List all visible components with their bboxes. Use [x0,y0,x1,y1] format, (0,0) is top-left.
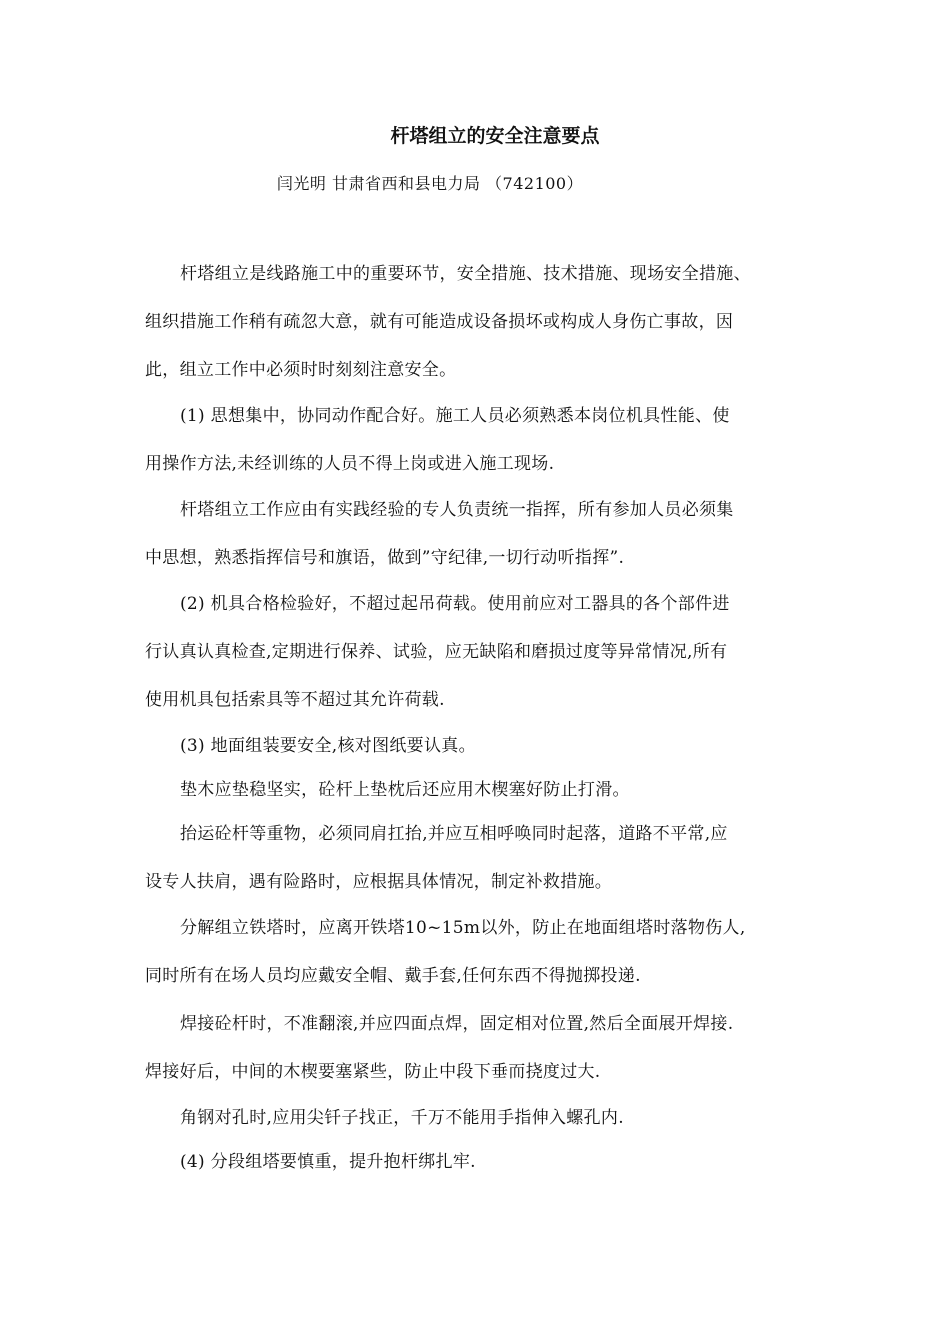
text-line: (3) 地面组装要安全,核对图纸要认真。 [180,736,476,756]
text-line: 同时所有在场人员均应戴安全帽、戴手套,任何东西不得抛掷投递. [145,966,641,986]
text-line: 中思想，熟悉指挥信号和旗语，做到”守纪律,一切行动听指挥”. [145,548,625,568]
text-line: (2) 机具合格检验好，不超过起吊荷载。使用前应对工器具的各个部件进 [180,594,730,614]
author-line: 闫光明 甘肃省西和县电力局 （742100） [276,174,584,193]
text-line: 行认真认真检查,定期进行保养、试验，应无缺陷和磨损过度等异常情况,所有 [145,642,728,662]
text-line: 焊接砼杆时，不准翻滚,并应四面点焊，固定相对位置,然后全面展开焊接. [180,1014,734,1034]
text-line: 抬运砼杆等重物，必须同肩扛抬,并应互相呼唤同时起落，道路不平常,应 [180,824,728,844]
text-line: 设专人扶肩，遇有险路时，应根据具体情况，制定补救措施。 [145,872,613,892]
text-line: 使用机具包括索具等不超过其允许荷载. [145,690,445,710]
text-line: 杆塔组立工作应由有实践经验的专人负责统一指挥，所有参加人员必须集 [180,500,734,520]
text-line: 杆塔组立是线路施工中的重要环节，安全措施、技术措施、现场安全措施、 [180,264,751,284]
text-line: (4) 分段组塔要慎重，提升抱杆绑扎牢. [180,1152,476,1172]
text-line: 用操作方法,未经训练的人员不得上岗或进入施工现场. [145,454,555,474]
text-line: 分解组立铁塔时，应离开铁塔10~15m以外，防止在地面组塔时落物伤人, [180,918,746,938]
text-line: 垫木应垫稳坚实，砼杆上垫枕后还应用木楔塞好防止打滑。 [180,780,630,800]
text-line: 组织措施工作稍有疏忽大意，就有可能造成设备损坏或构成人身伤亡事故，因 [145,312,734,332]
text-line: (1) 思想集中，协同动作配合好。施工人员必须熟悉本岗位机具性能、使 [180,406,730,426]
text-line: 角钢对孔时,应用尖钎子找正，千万不能用手指伸入螺孔内. [180,1108,624,1128]
document-title: 杆塔组立的安全注意要点 [390,125,600,147]
text-line: 此，组立工作中必须时时刻刻注意安全。 [145,360,457,380]
text-line: 焊接好后，中间的木楔要塞紧些，防止中段下垂而挠度过大. [145,1062,601,1082]
